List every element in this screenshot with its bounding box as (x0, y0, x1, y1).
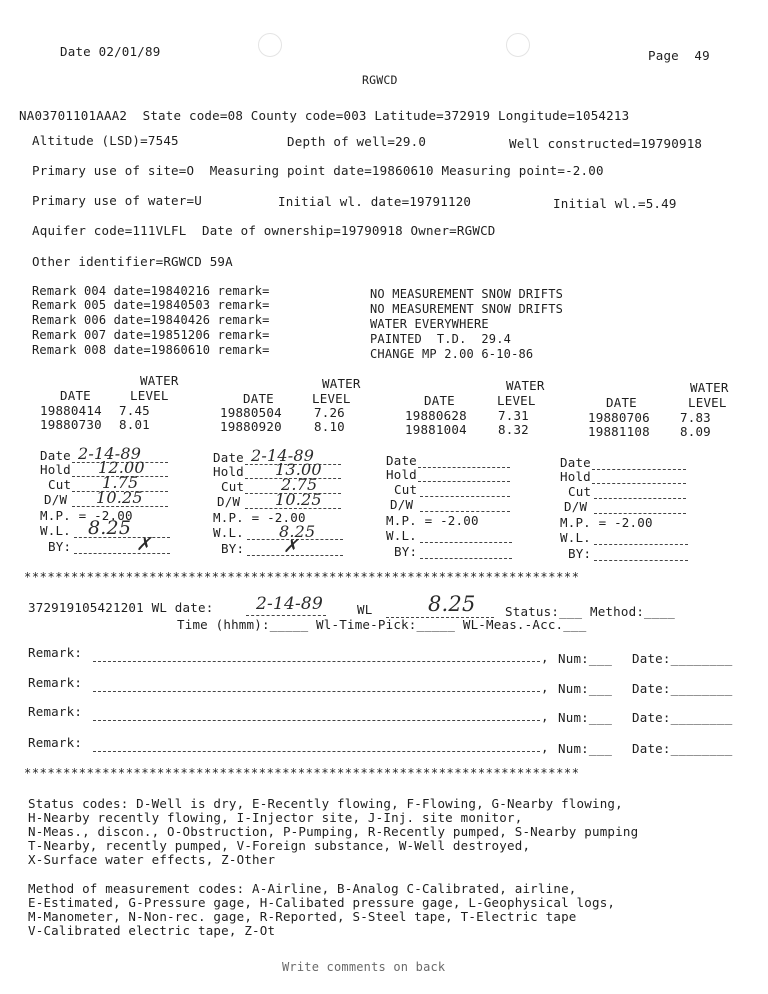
remark-comma: , (541, 740, 549, 755)
punch-hole-right (506, 33, 530, 57)
entry-dw-label: D/W (217, 494, 241, 509)
star-divider: *********************************************************************** (24, 570, 580, 584)
entry-dw-label: D/W (564, 499, 588, 514)
table-cell-date: 19880920 (220, 419, 282, 434)
entry-by-label: BY: (568, 546, 592, 561)
remark-date: Date:________ (632, 741, 733, 756)
col-header-level: LEVEL (688, 395, 727, 410)
remark-left: Remark 004 date=19840216 remark= (32, 284, 270, 298)
remark-line (93, 691, 540, 692)
col-header-water: WATER (506, 378, 545, 393)
remark-num: Num:___ (558, 710, 613, 725)
entry-hold-line (418, 481, 510, 482)
entry-by-label: BY: (394, 544, 418, 559)
entry-dw-value: 10.25 (96, 488, 143, 507)
entry-wl-label: W.L. (560, 530, 591, 545)
entry-wl-line (420, 542, 512, 543)
col-header-water: WATER (690, 380, 729, 395)
star-divider: *********************************************************************** (24, 766, 580, 780)
status-codes-line: X-Surface water effects, Z-Other (28, 852, 276, 867)
table-cell-level: 8.09 (680, 424, 711, 439)
entry-hold-line (592, 483, 686, 484)
station-wl-date-label: 372919105421201 WL date: (28, 600, 214, 615)
entry-cut-label: Cut (221, 479, 245, 494)
status-codes-line: N-Meas., discon., O-Obstruction, P-Pumping, R-Recently pumped, S-Nearby pumping (28, 824, 639, 839)
table-cell-level: 7.31 (498, 408, 529, 423)
col-header-water: WATER (322, 376, 361, 391)
entry-hold-label: Hold (40, 462, 71, 477)
method-codes-line: V-Calibrated electric tape, Z-Ot (28, 923, 276, 938)
initial-wl: Initial wl.=5.49 (553, 196, 677, 211)
primary-use-site: Primary use of site=O Measuring point date=19860610 Measuring point=-2.00 (32, 163, 604, 178)
entry-dw-label: D/W (44, 492, 68, 507)
table-cell-level: 8.01 (119, 417, 150, 432)
time-fields: Time (hhmm):_____ Wl-Time-Pick:_____ WL-Meas.-Acc.___ (177, 617, 587, 632)
entry-dw-line (420, 511, 510, 512)
entry-date-line (592, 469, 686, 470)
footer-note: Write comments on back (282, 960, 446, 974)
entry-wl-label: W.L. (213, 525, 244, 540)
remark-label: Remark: (28, 735, 83, 750)
remark-date: Date:________ (632, 681, 733, 696)
remark-text: PAINTED T.D. 29.4 (370, 332, 512, 346)
entry-hold-value: 12.00 (98, 458, 145, 477)
remark-left: Remark 008 date=19860610 remark= (32, 343, 270, 357)
entry-dw-label: D/W (390, 497, 414, 512)
remark-comma: , (541, 650, 549, 665)
entry-by-label: BY: (221, 541, 245, 556)
entry-mp: M.P. = -2.00 (386, 513, 479, 528)
wl-date-value: 2-14-89 (256, 594, 323, 614)
col-header-date: DATE (424, 393, 455, 408)
method-codes-line: M-Manometer, N-Non-rec. gage, R-Reported, S-Steel tape, T-Electric tape (28, 909, 577, 924)
status-codes-line: H-Nearby recently flowing, I-Injector site, J-Inj. site monitor, (28, 810, 523, 825)
entry-wl-value: 8.25 (88, 517, 132, 539)
table-cell-level: 7.26 (314, 405, 345, 420)
wl-date-line (246, 615, 326, 616)
entry-date-label: Date (560, 455, 591, 470)
entry-cut-value: 2.75 (281, 475, 318, 494)
entry-wl-value: 8.25 (279, 522, 316, 541)
table-cell-date: 19880414 (40, 403, 102, 418)
remark-label: Remark: (28, 675, 83, 690)
col-header-water: WATER (140, 373, 179, 388)
col-header-level: LEVEL (497, 393, 536, 408)
primary-use-water: Primary use of water=U (32, 193, 202, 208)
remark-line (93, 751, 540, 752)
status-codes-line: Status codes: D-Well is dry, E-Recently flowing, F-Flowing, G-Nearby flowing, (28, 796, 623, 811)
remark-text: NO MEASUREMENT SNOW DRIFTS (370, 302, 564, 316)
remark-line (93, 720, 540, 721)
table-cell-date: 19880628 (405, 408, 467, 423)
remark-label: Remark: (28, 645, 83, 660)
status-codes-line: T-Nearby, recently pumped, V-Foreign substance, W-Well destroyed, (28, 838, 531, 853)
entry-hold-label: Hold (560, 469, 591, 484)
entry-cut-label: Cut (568, 484, 592, 499)
table-cell-level: 7.83 (680, 410, 711, 425)
initial-wl-date: Initial wl. date=19791120 (278, 194, 472, 209)
table-cell-date: 19881004 (405, 422, 467, 437)
col-header-date: DATE (243, 391, 274, 406)
agency-title: RGWCD (362, 73, 398, 87)
remark-comma: , (541, 709, 549, 724)
remark-date: Date:________ (632, 651, 733, 666)
remark-left: Remark 006 date=19840426 remark= (32, 313, 270, 327)
entry-by-label: BY: (48, 539, 72, 554)
entry-block (386, 453, 546, 563)
entry-date-value: 2-14-89 (251, 446, 315, 465)
entry-block (213, 446, 373, 560)
entry-block (40, 444, 200, 558)
entry-hold-label: Hold (386, 467, 417, 482)
other-identifier: Other identifier=RGWCD 59A (32, 254, 233, 269)
remark-num: Num:___ (558, 651, 613, 666)
entry-mp: M.P. = -2.00 (40, 508, 133, 523)
entry-by-line (594, 560, 688, 561)
entry-date-line (418, 467, 510, 468)
table-cell-date: 19880730 (40, 417, 102, 432)
status-method: Status:___ Method:____ (505, 604, 675, 619)
entry-cut-label: Cut (48, 477, 72, 492)
remark-comma: , (541, 680, 549, 695)
remark-label: Remark: (28, 704, 83, 719)
method-codes-line: E-Estimated, G-Pressure gage, H-Calibated pressure gage, L-Geophysical logs, (28, 895, 616, 910)
table-cell-date: 19881108 (588, 424, 650, 439)
entry-mp: M.P. = -2.00 (560, 515, 653, 530)
entry-cut-line (594, 498, 686, 499)
entry-wl-label: W.L. (40, 523, 71, 538)
remark-num: Num:___ (558, 741, 613, 756)
col-header-date: DATE (60, 388, 91, 403)
remark-date: Date:________ (632, 710, 733, 725)
wl-value: 8.25 (428, 592, 476, 616)
col-header-date: DATE (606, 395, 637, 410)
entry-hold-label: Hold (213, 464, 244, 479)
entry-block (560, 455, 720, 565)
well-constructed: Well constructed=19790918 (509, 136, 703, 151)
entry-dw-value: 10.25 (275, 490, 322, 509)
entry-date-label: Date (386, 453, 417, 468)
entry-date-value: 2-14-89 (78, 444, 142, 463)
remark-line (93, 661, 540, 662)
table-cell-date: 19880706 (588, 410, 650, 425)
entry-cut-line (420, 496, 510, 497)
table-cell-level: 8.32 (498, 422, 529, 437)
table-cell-date: 19880504 (220, 405, 282, 420)
entry-date-label: Date (213, 450, 244, 465)
remark-text: WATER EVERYWHERE (370, 317, 489, 331)
table-cell-level: 7.45 (119, 403, 150, 418)
col-header-level: LEVEL (312, 391, 351, 406)
entry-by-line (420, 558, 512, 559)
entry-wl-line (594, 544, 688, 545)
aquifer-code: Aquifer code=111VLFL Date of ownership=19790918 Owner=RGWCD (32, 223, 496, 238)
wl-label: WL (357, 602, 373, 617)
remark-left: Remark 007 date=19851206 remark= (32, 328, 270, 342)
col-header-level: LEVEL (130, 388, 169, 403)
depth-of-well: Depth of well=29.0 (287, 134, 427, 149)
entry-hold-value: 13.00 (275, 460, 322, 479)
entry-mp: M.P. = -2.00 (213, 510, 306, 525)
remark-left: Remark 005 date=19840503 remark= (32, 298, 270, 312)
altitude: Altitude (LSD)=7545 (32, 133, 179, 148)
punch-hole-left (258, 33, 282, 57)
entry-by-value: ✗ (283, 536, 299, 557)
entry-by-line (74, 553, 170, 554)
entry-wl-label: W.L. (386, 528, 417, 543)
remark-text: NO MEASUREMENT SNOW DRIFTS (370, 287, 564, 301)
entry-date-label: Date (40, 448, 71, 463)
entry-cut-value: 1.75 (102, 473, 139, 492)
entry-by-value: ✗ (136, 534, 152, 555)
method-codes-line: Method of measurement codes: A-Airline, B-Analog C-Calibrated, airline, (28, 881, 577, 896)
entry-dw-line (594, 513, 686, 514)
remark-text: CHANGE MP 2.00 6-10-86 (370, 347, 534, 361)
entry-cut-label: Cut (394, 482, 418, 497)
table-cell-level: 8.10 (314, 419, 345, 434)
remark-num: Num:___ (558, 681, 613, 696)
page-number: Page 49 (648, 48, 710, 63)
report-date: Date 02/01/89 (60, 44, 161, 59)
site-line-1: NA03701101AAA2 State code=08 County code=003 Latitude=372919 Longitude=1054213 (19, 108, 630, 123)
